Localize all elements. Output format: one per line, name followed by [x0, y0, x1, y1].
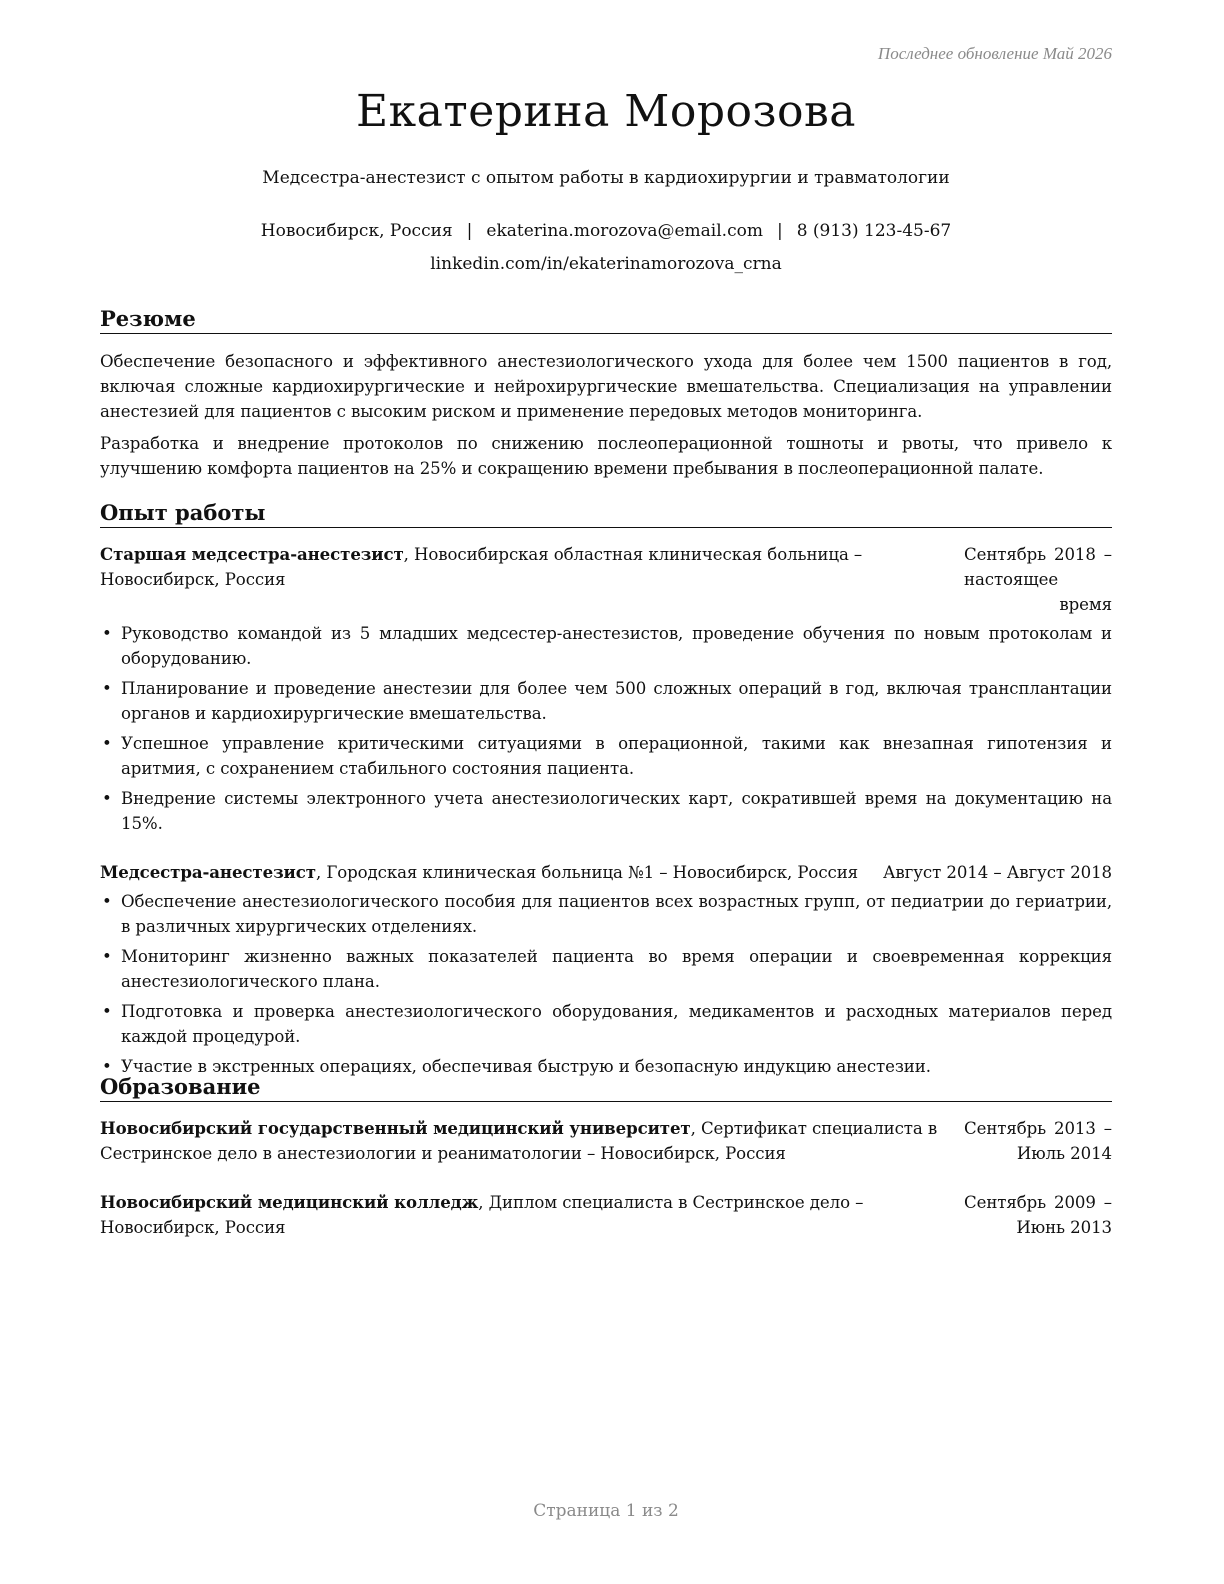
job-title-line	[100, 542, 964, 592]
education-item	[100, 1190, 1112, 1240]
job-org: , Городская клиническая больница №1 – Новосибирск, Россия	[315, 863, 859, 882]
job-role: Медсестра-анестезист	[100, 862, 316, 882]
degree-details: , Диплом специалиста в Сестринское дело – Новосибирск, Россия	[100, 1193, 864, 1237]
list-item	[100, 786, 1112, 836]
bullet-icon: •	[102, 679, 112, 698]
bullet-text: Обеспечение анестезиологического пособия для пациентов всех возрастных групп, от педиатрии до гериатрии, в различных хирургических отделениях.	[121, 892, 1112, 936]
bullet-icon: •	[102, 1057, 112, 1076]
separator: |	[776, 221, 783, 241]
bullet-text: Подготовка и проверка анестезиологического оборудования, медикаментов и расходных материалов перед каждой процедурой.	[121, 1002, 1112, 1046]
phone: 8 (913) 123-45-67	[796, 221, 952, 241]
resume-page	[100, 0, 1112, 1584]
list-item	[100, 889, 1112, 939]
bullet-icon: •	[102, 734, 112, 753]
bullet-text: Руководство командой из 5 младших медсестер-анестезистов, проведение обучения по новым протоколам и оборудованию.	[121, 624, 1112, 668]
person-name: Екатерина Морозова	[356, 86, 856, 137]
education-item	[100, 1116, 1112, 1166]
tagline: Медсестра-анестезист с опытом работы в кардиохирургии и травматологии	[262, 168, 950, 188]
location: Новосибирск, Россия	[260, 221, 453, 241]
school-name: Новосибирский медицинский колледж	[100, 1192, 479, 1212]
job-dates: Сентябрь 2018 – настоящее время	[964, 545, 1112, 614]
school-name: Новосибирский государственный медицинский университет	[100, 1118, 691, 1138]
job-title-line	[100, 860, 883, 885]
job-role: Старшая медсестра-анестезист	[100, 544, 404, 564]
list-item	[100, 944, 1112, 994]
degree-details: , Сертификат специалиста в Сестринское дело в анестезиологии и реаниматологии – Новосибирск, Россия	[100, 1119, 938, 1163]
email-link[interactable]: ekaterina.morozova@email.com	[486, 221, 763, 241]
section-title-summary: Резюме	[100, 305, 1112, 334]
education-section	[100, 1073, 1112, 1240]
last-updated: Последнее обновление Май 2026	[877, 44, 1112, 63]
bullet-icon: •	[102, 892, 112, 911]
bullet-icon: •	[102, 789, 112, 808]
page-number: Страница 1 из 2	[533, 1501, 679, 1521]
job-bullets	[100, 621, 1112, 836]
list-item	[100, 676, 1112, 726]
bullet-icon: •	[102, 947, 112, 966]
bullet-text: Участие в экстренных операциях, обеспечивая быструю и безопасную индукцию анестезии.	[121, 1057, 931, 1076]
education-dates: Сентябрь 2013 – Июль 2014	[964, 1119, 1112, 1163]
education-line	[100, 1116, 964, 1166]
bullet-text: Планирование и проведение анестезии для более чем 500 сложных операций в год, включая трансплантации органов и кардиохирургические вмешательства.	[121, 679, 1112, 723]
separator: |	[466, 221, 473, 241]
bullet-icon: •	[102, 624, 112, 643]
bullet-text: Успешное управление критическими ситуациями в операционной, такими как внезапная гипотензия и аритмия, с сохранением стабильного состояния пациента.	[121, 734, 1112, 778]
bullet-text: Внедрение системы электронного учета анестезиологических карт, сократившей время на документацию на 15%.	[121, 789, 1112, 833]
education-dates: Сентябрь 2009 – Июнь 2013	[964, 1193, 1112, 1237]
job-dates: Август 2014 – Август 2018	[882, 863, 1112, 882]
section-title-education: Образование	[100, 1073, 1112, 1102]
bullet-text: Мониторинг жизненно важных показателей пациента во время операции и своевременная коррекция анестезиологического плана.	[121, 947, 1112, 991]
summary-paragraph: Разработка и внедрение протоколов по снижению послеоперационной тошноты и рвоты, что привело к улучшению комфорта пациентов на 25% и сокращению времени пребывания в послеоперационной палате.	[100, 434, 1112, 478]
experience-section	[100, 499, 1112, 1084]
summary-section	[100, 305, 1112, 481]
section-title-experience: Опыт работы	[100, 499, 1112, 528]
job-header	[100, 542, 1112, 617]
contact-line	[100, 220, 1112, 242]
education-line	[100, 1190, 964, 1240]
list-item	[100, 731, 1112, 781]
bullet-icon: •	[102, 1002, 112, 1021]
list-item	[100, 621, 1112, 671]
list-item	[100, 999, 1112, 1049]
job-bullets	[100, 889, 1112, 1079]
summary-paragraph: Обеспечение безопасного и эффективного анестезиологического ухода для более чем 1500 пациентов в год, включая сложные кардиохирургические и нейрохирургические вмешательства. Специализация на управлении анестезией для пациентов с высоким риском и применение передовых методов мониторинга.	[100, 352, 1112, 421]
job-header	[100, 860, 1112, 885]
linkedin-link[interactable]: linkedin.com/in/ekaterinamorozova_crna	[430, 254, 782, 274]
job-org: , Новосибирская областная клиническая больница – Новосибирск, Россия	[100, 545, 863, 589]
